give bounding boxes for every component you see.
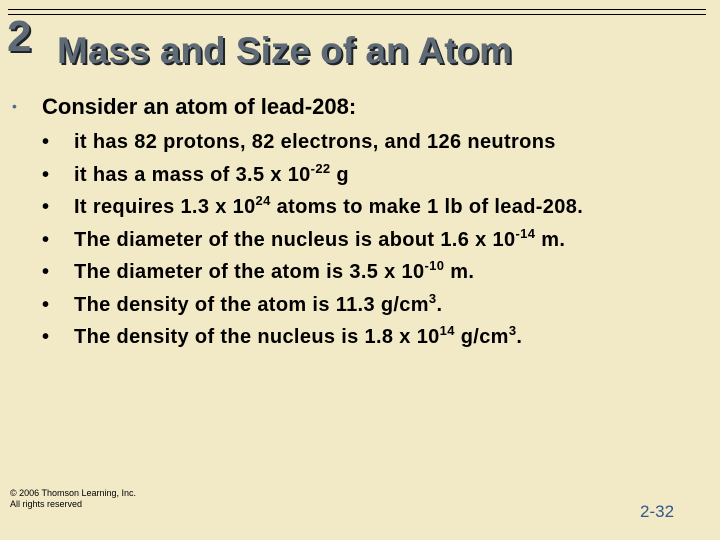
superscript-exponent: -10 bbox=[424, 258, 445, 273]
superscript-exponent: -22 bbox=[310, 160, 331, 176]
text-run: m. bbox=[535, 228, 566, 251]
bullet-dot-icon: • bbox=[42, 196, 50, 218]
chapter-number: 2 bbox=[7, 12, 32, 61]
bullet-dot-icon: • bbox=[12, 98, 17, 114]
text-run: it has 82 protons, 82 electrons, and 126 neutrons bbox=[74, 131, 556, 153]
sub-bullet-item bbox=[42, 130, 583, 163]
bullet-dot-icon: • bbox=[42, 261, 50, 283]
text-run: g/cm bbox=[454, 326, 509, 348]
sub-bullet-item bbox=[42, 195, 583, 228]
text-run: atoms to make 1 lb of lead-208. bbox=[270, 196, 584, 218]
text-run: it has a mass of 3.5 x 10 bbox=[74, 163, 311, 186]
sub-bullet-item bbox=[42, 290, 583, 326]
text-run: The diameter of the nucleus is about 1.6 x 10 bbox=[74, 228, 516, 251]
superscript-exponent: -14 bbox=[515, 225, 536, 241]
sub-bullet-text bbox=[74, 195, 583, 219]
main-bullet bbox=[12, 94, 356, 120]
superscript-exponent: 3 bbox=[428, 290, 437, 306]
sub-bullet-item bbox=[42, 325, 583, 358]
copyright-line: All rights reserved bbox=[10, 499, 83, 509]
sub-bullet-text bbox=[74, 160, 349, 187]
main-bullet-text: Consider an atom of lead-208: bbox=[42, 94, 357, 119]
text-run: . bbox=[516, 326, 523, 348]
sub-bullet-text bbox=[74, 260, 474, 284]
superscript-exponent: 14 bbox=[439, 323, 455, 338]
sub-bullet-list bbox=[42, 130, 583, 358]
sub-bullet-text bbox=[74, 225, 566, 252]
sub-bullet-item bbox=[42, 260, 583, 293]
text-run: The density of the atom is 11.3 g/cm bbox=[74, 293, 429, 316]
sub-bullet-text bbox=[74, 130, 556, 154]
sub-bullet-text bbox=[74, 290, 443, 317]
sub-bullet-item bbox=[42, 160, 583, 196]
bullet-dot-icon: • bbox=[42, 163, 50, 186]
bullet-dot-icon: • bbox=[42, 131, 50, 153]
slide-number: 2-32 bbox=[640, 502, 675, 521]
copyright-line: © 2006 Thomson Learning, Inc. bbox=[10, 488, 137, 498]
text-run: g bbox=[330, 163, 349, 186]
sub-bullet-item bbox=[42, 225, 583, 261]
copyright-notice bbox=[10, 488, 136, 510]
top-double-rule bbox=[8, 9, 706, 15]
superscript-exponent: 3 bbox=[508, 323, 517, 338]
text-run: . bbox=[436, 293, 443, 316]
text-run: It requires 1.3 x 10 bbox=[74, 196, 256, 218]
text-run: m. bbox=[444, 261, 475, 283]
text-run: The density of the nucleus is 1.8 x 10 bbox=[74, 326, 440, 348]
sub-bullet-text bbox=[74, 325, 522, 349]
bullet-dot-icon: • bbox=[42, 228, 50, 251]
superscript-exponent: 24 bbox=[255, 193, 271, 208]
bullet-dot-icon: • bbox=[42, 326, 50, 348]
text-run: The diameter of the atom is 3.5 x 10 bbox=[74, 261, 425, 283]
bullet-dot-icon: • bbox=[42, 293, 50, 316]
slide-title: Mass and Size of an Atom bbox=[57, 30, 513, 71]
